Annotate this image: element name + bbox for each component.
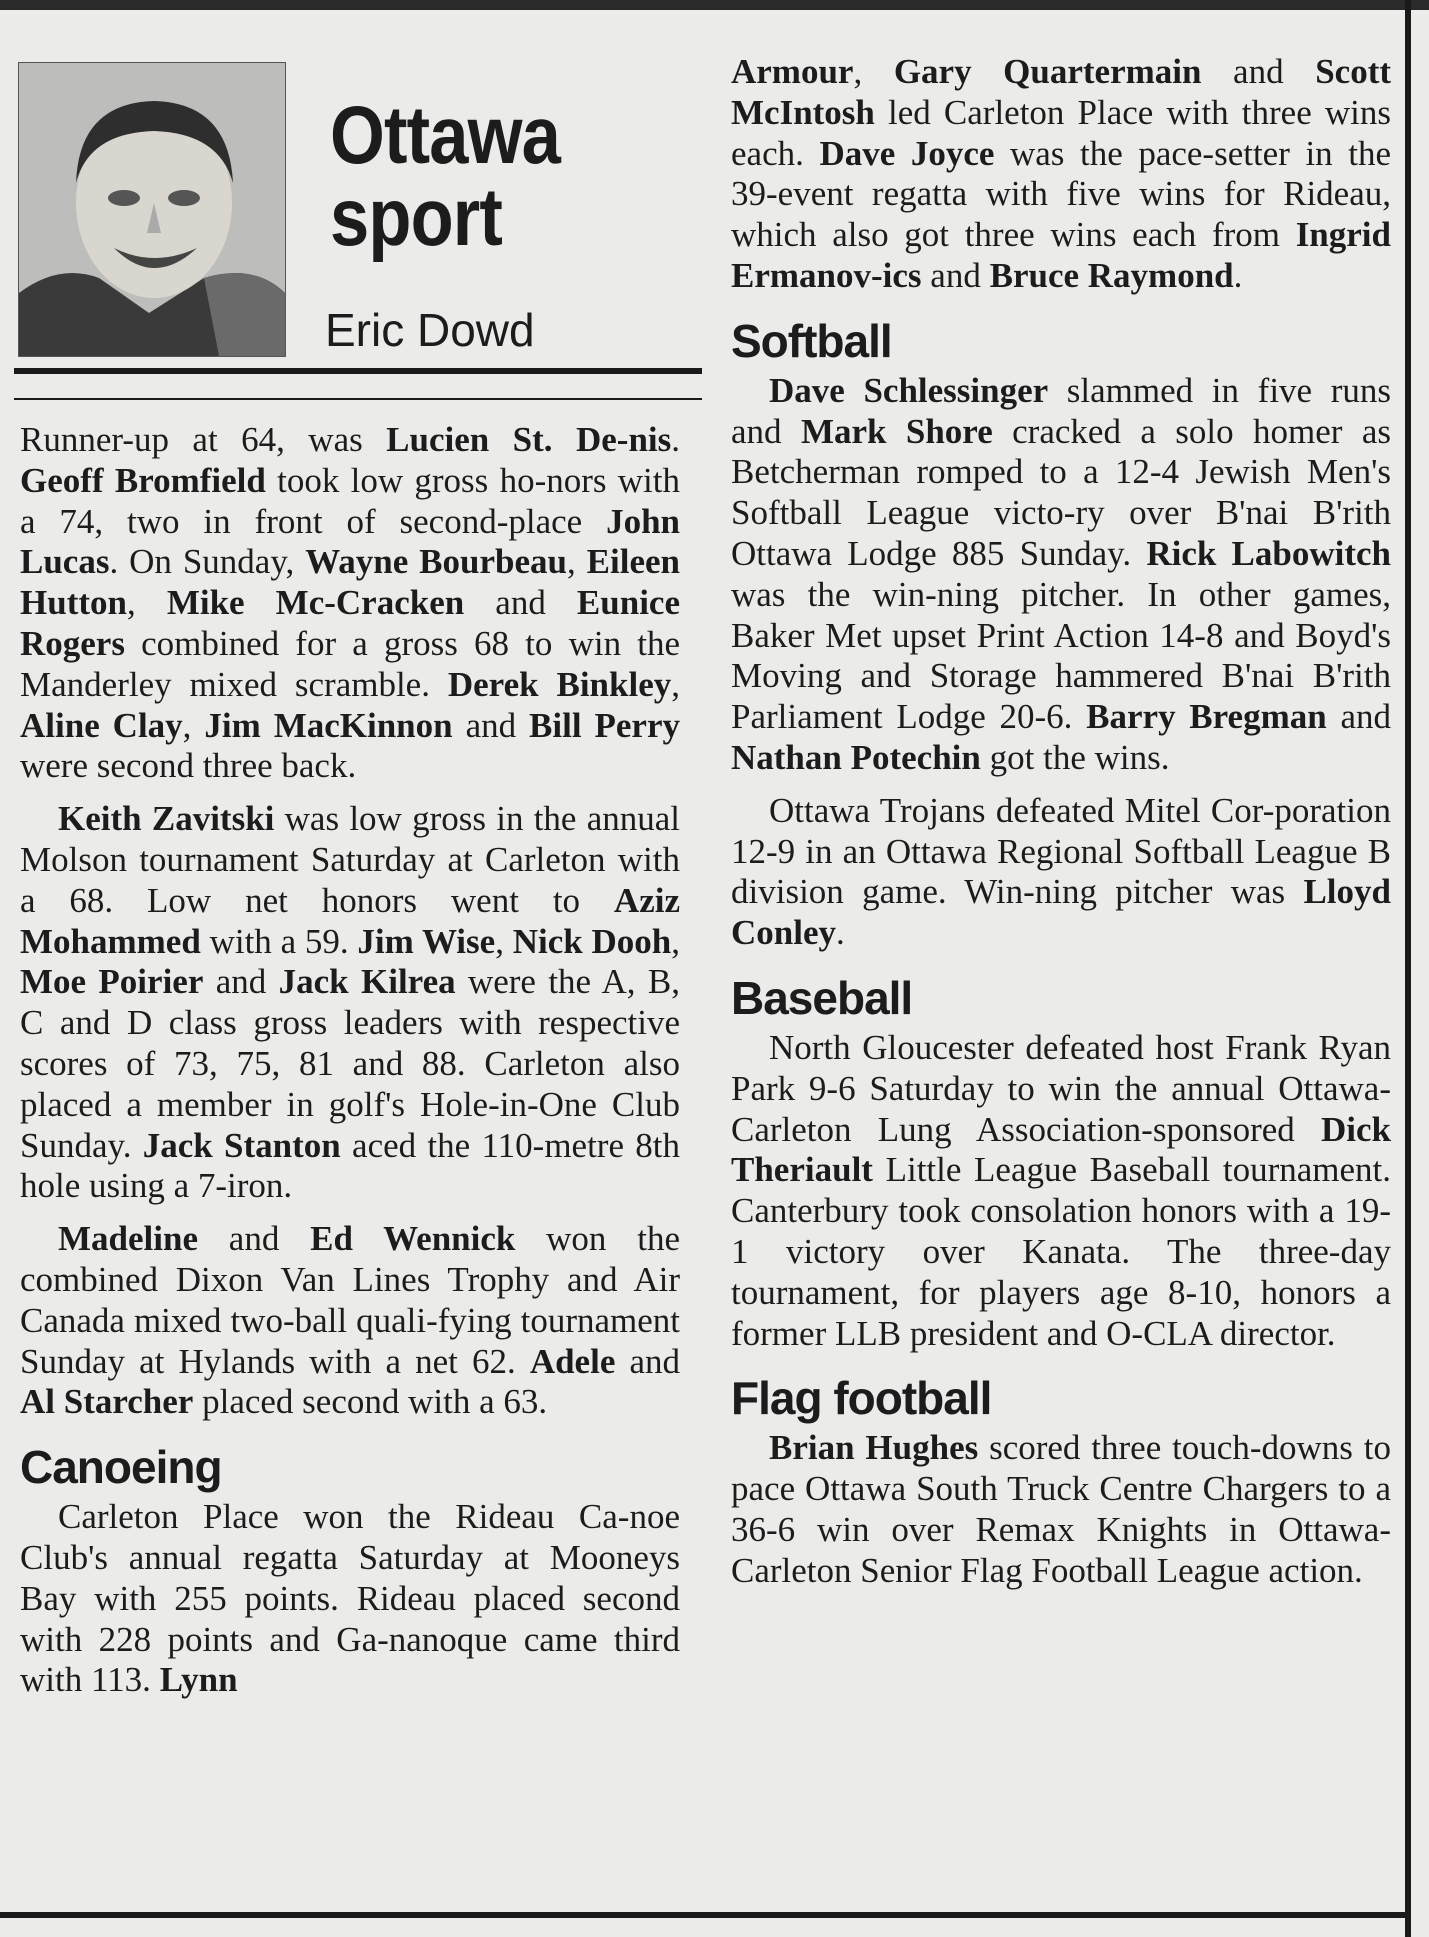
bold-name: Dick Theriault: [731, 1109, 1391, 1190]
bold-name: Nick Dooh: [512, 921, 672, 961]
text-run: and: [452, 705, 530, 745]
text-run: ,: [495, 921, 513, 961]
text-run: scored three touch-downs to pace Ottawa South Truck Centre Chargers to a 36-6 win over Remax Knights in Ottawa-Carleton Senior Flag Football League action.: [731, 1428, 1391, 1590]
masthead-thick-rule: [14, 368, 702, 374]
text-run: ,: [126, 583, 167, 623]
text-run: and: [1201, 52, 1316, 91]
bold-name: Ingrid Ermanov-ics: [731, 215, 1391, 295]
article-paragraph: [20, 799, 680, 1207]
bold-name: Lucien St. De-nis: [386, 420, 672, 459]
bold-name: Bruce Raymond: [989, 255, 1234, 295]
top-cropped-headline-strip: [0, 0, 1429, 10]
text-run: placed second with a 63.: [193, 1382, 548, 1422]
bold-name: Dave Schlessinger: [769, 370, 1049, 410]
text-run: and: [203, 962, 279, 1002]
text-run: aced the 110-metre 8th hole using a 7-iron.: [20, 1125, 680, 1206]
bold-name: Mike Mc-Cracken: [166, 583, 465, 623]
columnist-portrait-icon: [19, 63, 285, 356]
bold-name: Derek Binkley: [447, 664, 672, 704]
text-run: ,: [671, 664, 680, 704]
text-run: and: [464, 583, 577, 623]
text-run: ,: [853, 52, 894, 91]
article-paragraph: [20, 1497, 680, 1701]
text-run: were the A, B, C and D class gross leaders with respective scores of 73, 75, 81 and 88. Carleton also placed a member in golf's Hole-in-One Club Sunday.: [20, 962, 680, 1165]
bold-name: Mark Shore: [800, 411, 993, 451]
text-run: was the win-ning pitcher. In other games, Baker Met upset Print Action 14-8 and Boyd's Moving and Storage hammered B'nai B'rith Parliament Lodge 20-6.: [731, 574, 1391, 737]
article-paragraph: [731, 371, 1391, 779]
section-heading: Flag football: [731, 1372, 992, 1425]
bold-name: Aziz Mohammed: [20, 880, 680, 961]
article-paragraph: [731, 791, 1391, 954]
text-run: were second three back.: [20, 746, 357, 786]
bold-name: Barry Bregman: [1086, 697, 1327, 737]
bold-name: Jim Wise: [357, 921, 496, 961]
text-run: North Gloucester defeated host Frank Ryan Park 9-6 Saturday to win the annual Ottawa-Carleton Lung Association-sponsored: [731, 1027, 1391, 1149]
article-paragraph: [731, 52, 1391, 297]
bold-name: Geoff Bromfield: [20, 460, 266, 500]
text-run: slammed in five runs and: [731, 370, 1391, 451]
bold-name: Aline Clay: [20, 705, 183, 745]
bold-name: Adele: [529, 1341, 616, 1381]
bold-name: Bill Perry: [529, 705, 680, 745]
bold-name: Lloyd Conley: [731, 872, 1391, 953]
bold-name: Eunice Rogers: [20, 583, 680, 663]
text-run: .: [836, 913, 845, 953]
text-run: and: [921, 255, 990, 295]
text-run: Runner-up at 64, was: [20, 420, 387, 459]
bold-name: Jim MacKinnon: [204, 705, 453, 745]
text-run: Ottawa Trojans defeated Mitel Cor-poration 12-9 in an Ottawa Regional Softball League B division game. Win-ning pitcher was: [731, 790, 1391, 912]
section-heading: Canoeing: [20, 1441, 222, 1494]
text-run: got the wins.: [980, 737, 1170, 777]
section-heading: Baseball: [731, 971, 913, 1024]
column-title-line-1: Ottawa: [330, 90, 560, 181]
columnist-photo: [18, 62, 286, 357]
bold-name: Madeline: [58, 1219, 198, 1259]
bold-name: Rick Labowitch: [1146, 533, 1391, 573]
section-heading: Softball: [731, 314, 892, 367]
text-run: was low gross in the annual Molson tournament Saturday at Carleton with a 68. Low net honors went to: [20, 799, 680, 920]
article-paragraph: [20, 420, 680, 787]
text-run: Little League Baseball tournament. Canterbury took consolation honors with a 19-1 victory over Kanata. The three-day tournament, for players age 8-10, honors a former LLB president and O-CLA director.: [731, 1150, 1391, 1353]
article-paragraph: [731, 1428, 1391, 1591]
bold-name: Brian Hughes: [769, 1428, 979, 1468]
bold-name: Lynn: [159, 1660, 238, 1700]
text-run: led Carleton Place with three wins each.: [731, 92, 1391, 173]
text-run: cracked a solo homer as Betcherman romped to a 12-4 Jewish Men's Softball League victo-ry over B'nai B'rith Ottawa Lodge 885 Sunday.: [731, 411, 1391, 573]
text-run: Carleton Place won the Rideau Ca-noe Club's annual regatta Saturday at Mooneys Bay with 255 points. Rideau placed second with 228 points and Ga-nanoque came third with 113.: [20, 1497, 680, 1700]
text-run: ,: [567, 542, 587, 582]
column-title-line-2: sport: [330, 172, 502, 263]
bold-name: John Lucas: [20, 501, 680, 582]
text-run: and: [615, 1341, 680, 1381]
bold-name: Armour: [731, 52, 854, 91]
bold-name: Scott McIntosh: [731, 52, 1391, 132]
article-paragraph: [731, 1028, 1391, 1354]
bold-name: Ed Wennick: [310, 1219, 516, 1259]
bold-name: Keith Zavitski: [58, 799, 275, 839]
bold-name: Jack Stanton: [142, 1125, 341, 1165]
bold-name: Al Starcher: [20, 1382, 194, 1422]
text-run: combined for a gross 68 to win the Manderley mixed scramble.: [20, 623, 680, 704]
masthead-thin-rule: [14, 398, 702, 400]
bold-name: Dave Joyce: [819, 133, 995, 173]
article-paragraph: [20, 1219, 680, 1423]
bold-name: Eileen Hutton: [20, 542, 680, 623]
text-run: took low gross ho-nors with a 74, two in front of second-place: [20, 460, 681, 541]
article-column-left: [20, 420, 680, 1713]
text-run: ,: [182, 705, 205, 745]
text-run: was the pace-setter in the 39-event regatta with five wins for Rideau, which also got three wins each from: [731, 133, 1392, 255]
column-author: Eric Dowd: [325, 304, 535, 356]
text-run: . On Sunday,: [109, 542, 306, 582]
article-column-right: [731, 52, 1391, 1604]
bold-name: Nathan Potechin: [731, 737, 981, 777]
bold-name: Gary Quartermain: [893, 52, 1202, 91]
text-run: .: [671, 420, 681, 459]
text-run: ,: [671, 921, 681, 961]
text-run: and: [197, 1219, 311, 1259]
text-run: and: [1326, 697, 1391, 737]
text-run: won the combined Dixon Van Lines Trophy and Air Canada mixed two-ball quali-fying tournament Sunday at Hylands with a net 62.: [20, 1219, 680, 1381]
page-border-bottom: [0, 1912, 1411, 1918]
bold-name: Wayne Bourbeau: [305, 542, 567, 582]
text-run: .: [1233, 255, 1243, 295]
page-border-right: [1405, 0, 1411, 1937]
bold-name: Moe Poirier: [20, 962, 204, 1002]
bold-name: Jack Kilrea: [278, 962, 456, 1002]
column-title: [330, 90, 560, 263]
text-run: with a 59.: [200, 921, 358, 961]
